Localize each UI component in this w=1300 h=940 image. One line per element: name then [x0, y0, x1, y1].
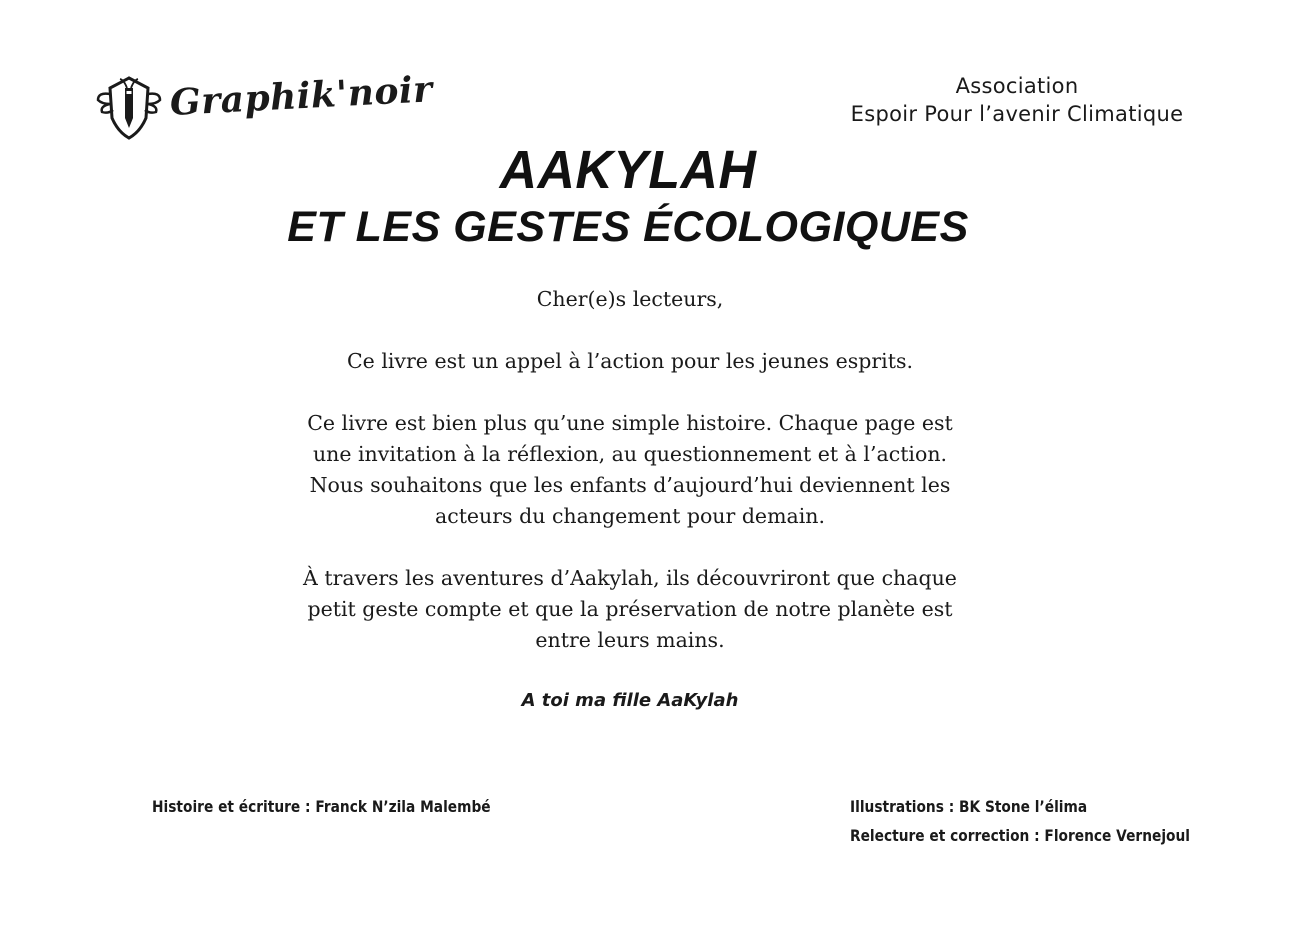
credit-proofreading: Relecture et correction : Florence Vernejoul: [850, 826, 1191, 845]
logo-wordmark: Graphik'noir: [168, 68, 434, 124]
foreword-paragraph-1: Ce livre est un appel à l’action pour les jeunes esprits.: [346, 349, 914, 373]
dedication: A toi ma fille AaKylah: [521, 690, 739, 711]
foreword-paragraph-2: Ce livre est bien plus qu’une simple histoire. Chaque page est une invitation à la réflexion, au questionnement et à l’action. Nous souhaitons que les enfants d’aujourd’hui deviennent les acteurs du changement pour demain.: [307, 411, 953, 528]
book-title-line-2: ET LES GESTES ÉCOLOGIQUES: [287, 203, 969, 251]
foreword-paragraph-3: À travers les aventures d’Aakylah, ils découvriront que chaque petit geste compte et que la préservation de notre planète est entre leurs mains.: [303, 566, 957, 652]
publisher-logo: [96, 68, 434, 148]
foreword: [220, 284, 1040, 687]
credit-illustrations: Illustrations : BK Stone l’élima: [850, 797, 1088, 816]
foreword-greeting: Cher(e)s lecteurs,: [536, 287, 724, 311]
organization-name: [800, 72, 1234, 128]
organization-line-2: Espoir Pour l’avenir Climatique: [850, 102, 1184, 126]
book-title: [150, 140, 1106, 254]
winged-pencil-shield-icon: [96, 74, 162, 142]
book-title-line-1: AAKYLAH: [499, 140, 757, 200]
organization-line-1: Association: [955, 74, 1079, 98]
credit-story: Histoire et écriture : Franck N’zila Malembé: [152, 797, 491, 816]
